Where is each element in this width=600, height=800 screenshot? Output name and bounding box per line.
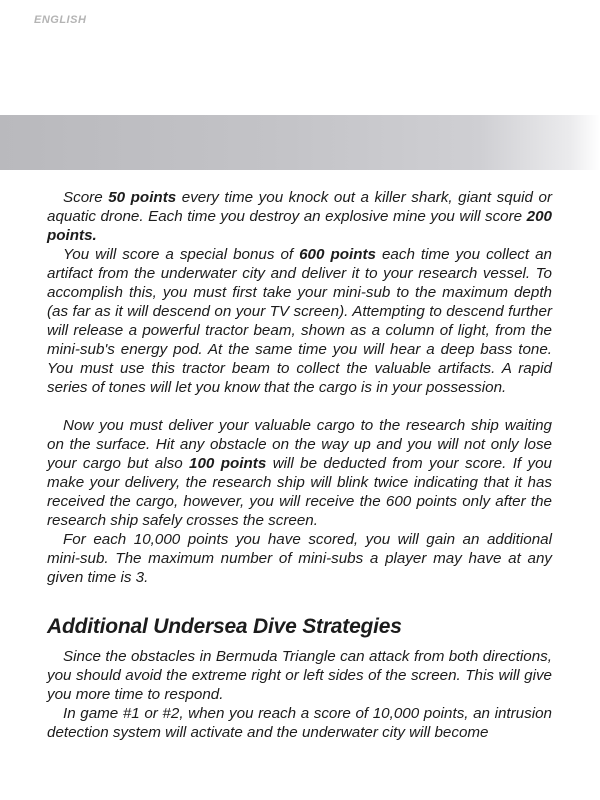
- paragraph-delivery: [47, 416, 552, 530]
- points-bold: 50 points: [108, 189, 177, 206]
- manual-text: [47, 188, 552, 742]
- text-run: every time you knock out a killer shark, giant squid or aquatic drone. Each time you destroy an explosive mine you will score: [47, 189, 552, 225]
- header-band: [0, 115, 600, 170]
- paragraph-strategy-sides: Since the obstacles in Bermuda Triangle can attack from both directions, you should avoid the extreme right or left sides of the screen. This will give you more time to respond.: [47, 648, 552, 703]
- text-run: each time you collect an artifact from the underwater city and deliver it to your research vessel. To accomplish this, you must first take your mini-sub to the maximum depth (as far as it will descend on your TV screen). Attempting to descend further will release a powerful tractor beam, shown as a column of light, from the mini-sub's energy pod. At the same time you will hear a deep bass tone. You must use this tractor beam to collect the valuable artifacts. A rapid series of tones will let you know that the cargo is in your possession.: [47, 246, 552, 396]
- paragraph-extra-sub: For each 10,000 points you have scored, you will gain an additional mini-sub. The maximum number of mini-subs a player may have at any given time is 3.: [47, 531, 552, 586]
- text-run: You will score a special bonus of: [63, 246, 300, 263]
- text-run: will be deducted from your score. If you make your delivery, the research ship will blink twice indicating that it has received the cargo, however, you will receive the 600 points only after the research ship safely crosses the screen.: [47, 455, 553, 529]
- text-run: Score: [63, 189, 109, 206]
- paragraph-strategy-intrusion: In game #1 or #2, when you reach a score of 10,000 points, an intrusion detection system will activate and the underwater city will become: [47, 705, 552, 741]
- section-heading: Additional Undersea Dive Strategies: [47, 615, 402, 638]
- points-bold: 200 points.: [47, 208, 552, 244]
- paragraph-bonus: [47, 245, 552, 397]
- text-run: Now you must deliver your valuable cargo to the research ship waiting on the surface. Hit any obstacle on the way up and you will not only lose your cargo but also: [47, 417, 552, 472]
- language-label: ENGLISH: [34, 14, 87, 26]
- points-bold: 100 points: [189, 455, 267, 472]
- points-bold: 600 points: [299, 246, 376, 263]
- paragraph-scoring: [47, 188, 552, 245]
